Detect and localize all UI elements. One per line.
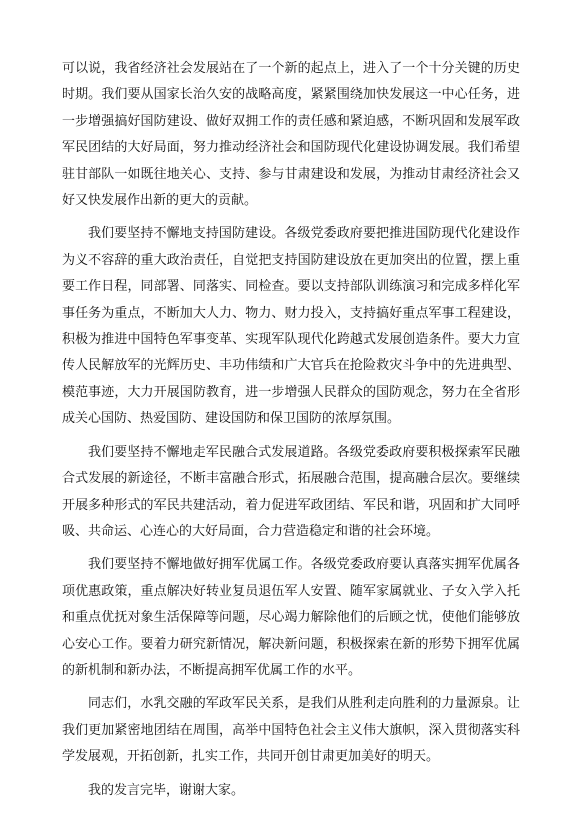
paragraph-2: 我们要坚持不懈地支持国防建设。各级党委政府要把推进国防现代化建设作为义不容辞的重大政治责任，自觉把支持国防建设放在更加突出的位置，摆上重要工作日程，同部署、同落实、同检查。要以支持部队训练演习和完成多样化军事任务为重点，不断加大人力、物力、财力投入，支持搞好重点军事工程建设，积极为推进中国特色军事变革、实现军队现代化跨越式发展创造条件。要大力宣传人民解放军的光辉历史、丰功伟绩和广大官兵在抢险救灾斗争中的先进典型、模范事迹，大力开展国防教育，进一步增强人民群众的国防观念，努力在全省形成关心国防、热爱国防、建设国防和保卫国防的浓厚氛围。 (62, 226, 520, 427)
paragraph-1: 可以说，我省经济社会发展站在了一个新的起点上，进入了一个十分关键的历史时期。我们要从国家长治久安的战略高度，紧紧围绕加快发展这一中心任务，进一步增强搞好国防建设、做好双拥工作的责任感和紧迫感，不断巩固和发展军政军民团结的大好局面，努力推动经济社会和国防现代化建设协调发展。我们希望驻甘部队一如既往地关心、支持、参与甘肃建设和发展，为推动甘肃经济社会又好又快发展作出新的更大的贡献。 (62, 61, 520, 209)
paragraph-3: 我们要坚持不懈地走军民融合式发展道路。各级党委政府要积极探索军民融合式发展的新途径，不断丰富融合形式，拓展融合范围，提高融合层次。要继续开展多种形式的军民共建活动，着力促进军政团结、军民和谐，巩固和扩大同呼吸、共命运、心连心的大好局面，合力营造稳定和谐的社会环境。 (62, 444, 520, 539)
paragraph-5: 同志们，水乳交融的军政军民关系，是我们从胜利走向胜利的力量源泉。让我们更加紧密地团结在周围，高举中国特色社会主义伟大旗帜，深入贯彻落实科学发展观，开拓创新，扎实工作，共同开创甘肃更加美好的明天。 (62, 696, 520, 765)
paragraph-4: 我们要坚持不懈地做好拥军优属工作。各级党委政府要认真落实拥军优属各项优惠政策，重点解决好转业复员退伍军人安置、随军家属就业、子女入学入托和重点优抚对象生活保障等问题，尽心竭力解除他们的后顾之忧，使他们能够放心安心工作。要着力研究新情况，解决新问题，积极探索在新的形势下拥军优属的新机制和新办法，不断提高拥军优属工作的水平。 (62, 557, 520, 678)
paragraph-6: 我的发言完毕，谢谢大家。 (88, 782, 245, 798)
document-body (62, 56, 520, 811)
